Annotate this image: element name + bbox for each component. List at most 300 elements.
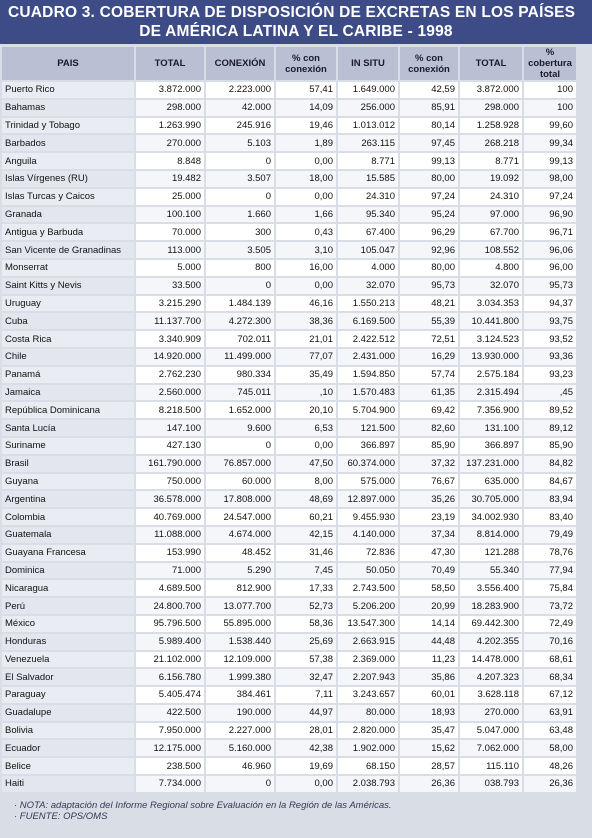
value-cell: 2.762.230 (136, 367, 206, 385)
value-cell: 72,51 (400, 331, 460, 349)
value-cell: 84,67 (524, 474, 578, 492)
value-cell: 55.895.000 (206, 616, 276, 634)
country-cell: Guadalupe (2, 705, 136, 723)
value-cell: 24.310 (460, 189, 524, 207)
table-row (2, 438, 578, 456)
value-cell: 48,21 (400, 296, 460, 314)
country-cell: Costa Rica (2, 331, 136, 349)
value-cell: 702.011 (206, 331, 276, 349)
title-line-2: DE AMÉRICA LATINA Y EL CARIBE - 1998 (139, 23, 453, 40)
country-cell: Monserrat (2, 260, 136, 278)
value-cell: 60.000 (206, 474, 276, 492)
table-row (2, 758, 578, 776)
value-cell: 3.872.000 (136, 82, 206, 100)
table-row (2, 545, 578, 563)
value-cell: 2.207.943 (338, 669, 400, 687)
country-cell: Uruguay (2, 296, 136, 314)
value-cell: 298.000 (460, 100, 524, 118)
coverage-table (2, 47, 578, 794)
value-cell: 100 (524, 100, 578, 118)
value-cell: 33.500 (136, 278, 206, 296)
value-cell: 0 (206, 153, 276, 171)
country-cell: Paraguay (2, 687, 136, 705)
value-cell: 32.070 (338, 278, 400, 296)
value-cell: 96,71 (524, 224, 578, 242)
country-cell: Venezuela (2, 652, 136, 670)
value-cell: 47,30 (400, 545, 460, 563)
value-cell: 13.547.300 (338, 616, 400, 634)
title-line-1: CUADRO 3. COBERTURA DE DISPOSICIÓN DE EXCRETAS EN LOS PAÍSES (8, 4, 576, 21)
value-cell: 72.836 (338, 545, 400, 563)
value-cell: 100.100 (136, 207, 206, 225)
value-cell: 3.243.657 (338, 687, 400, 705)
value-cell: 44,48 (400, 634, 460, 652)
value-cell: 113.000 (136, 242, 206, 260)
value-cell: 42,38 (276, 740, 338, 758)
country-cell: Guatemala (2, 527, 136, 545)
country-cell: Santa Lucía (2, 420, 136, 438)
value-cell: 270.000 (136, 135, 206, 153)
value-cell: 83,40 (524, 509, 578, 527)
value-cell: 48.452 (206, 545, 276, 563)
value-cell: 97.000 (460, 207, 524, 225)
value-cell: 67,12 (524, 687, 578, 705)
value-cell: 14.478.000 (460, 652, 524, 670)
footnotes (14, 800, 392, 822)
table-row (2, 153, 578, 171)
value-cell: 268.218 (460, 135, 524, 153)
country-cell: Puerto Rico (2, 82, 136, 100)
value-cell: 5.704.900 (338, 402, 400, 420)
value-cell: 12.175.000 (136, 740, 206, 758)
table-row (2, 705, 578, 723)
country-cell: Panamá (2, 367, 136, 385)
value-cell: 3.124.523 (460, 331, 524, 349)
value-cell: 7.734.000 (136, 776, 206, 794)
value-cell: 26,36 (400, 776, 460, 794)
country-cell: Perú (2, 598, 136, 616)
value-cell: 1.649.000 (338, 82, 400, 100)
value-cell: 3.215.290 (136, 296, 206, 314)
table-row (2, 189, 578, 207)
value-cell: 14,14 (400, 616, 460, 634)
table-row (2, 652, 578, 670)
value-cell: 19.092 (460, 171, 524, 189)
value-cell: 745.011 (206, 385, 276, 403)
value-cell: 26,36 (524, 776, 578, 794)
value-cell: 57,41 (276, 82, 338, 100)
value-cell: 96,90 (524, 207, 578, 225)
value-cell: 63,91 (524, 705, 578, 723)
value-cell: 67.400 (338, 224, 400, 242)
value-cell: 9.600 (206, 420, 276, 438)
value-cell: 0,43 (276, 224, 338, 242)
value-cell: 20,10 (276, 402, 338, 420)
value-cell: 14.920.000 (136, 349, 206, 367)
value-cell: 4.000 (338, 260, 400, 278)
value-cell: 96,29 (400, 224, 460, 242)
value-cell: 17,33 (276, 580, 338, 598)
value-cell: 24.800.700 (136, 598, 206, 616)
country-cell: República Dominicana (2, 402, 136, 420)
value-cell: 147.100 (136, 420, 206, 438)
value-cell: 89,52 (524, 402, 578, 420)
value-cell: 96,06 (524, 242, 578, 260)
table-row (2, 296, 578, 314)
value-cell: 16,29 (400, 349, 460, 367)
value-cell: 0 (206, 776, 276, 794)
value-cell: 4.674.000 (206, 527, 276, 545)
table-row (2, 456, 578, 474)
country-cell: Suriname (2, 438, 136, 456)
value-cell: 4.202.355 (460, 634, 524, 652)
value-cell: 97,24 (524, 189, 578, 207)
value-cell: 98,00 (524, 171, 578, 189)
source-text: · FUENTE: OPS/OMS (14, 811, 108, 822)
value-cell: 575.000 (338, 474, 400, 492)
value-cell: 24.547.000 (206, 509, 276, 527)
value-cell: 28,01 (276, 723, 338, 741)
country-cell: Nicaragua (2, 580, 136, 598)
value-cell: 2.227.000 (206, 723, 276, 741)
value-cell: 635.000 (460, 474, 524, 492)
table-row (2, 385, 578, 403)
value-cell: 1.902.000 (338, 740, 400, 758)
value-cell: 263.115 (338, 135, 400, 153)
table-row (2, 118, 578, 136)
table-row (2, 580, 578, 598)
header-pct-conexion: % con conexión (276, 47, 338, 82)
table-row (2, 616, 578, 634)
table-row (2, 527, 578, 545)
value-cell: 1.652.000 (206, 402, 276, 420)
value-cell: 1.999.380 (206, 669, 276, 687)
value-cell: 42,15 (276, 527, 338, 545)
value-cell: 300 (206, 224, 276, 242)
country-cell: Islas Turcas y Caicos (2, 189, 136, 207)
value-cell: 19,46 (276, 118, 338, 136)
header-total: TOTAL (136, 47, 206, 82)
table-row (2, 740, 578, 758)
value-cell: 1.258.928 (460, 118, 524, 136)
value-cell: 5.000 (136, 260, 206, 278)
value-cell: 3.505 (206, 242, 276, 260)
value-cell: 95,73 (400, 278, 460, 296)
table-row (2, 402, 578, 420)
header-pais: PAIS (2, 47, 136, 82)
value-cell: 2.315.494 (460, 385, 524, 403)
value-cell: 7.356.900 (460, 402, 524, 420)
country-cell: Guyana (2, 474, 136, 492)
value-cell: 15,62 (400, 740, 460, 758)
value-cell: 7,45 (276, 563, 338, 581)
country-cell: Argentina (2, 491, 136, 509)
value-cell: 82,60 (400, 420, 460, 438)
value-cell: 85,90 (524, 438, 578, 456)
value-cell: 58,00 (524, 740, 578, 758)
value-cell: 0,00 (276, 776, 338, 794)
value-cell: 1.550.213 (338, 296, 400, 314)
value-cell: 70,49 (400, 563, 460, 581)
value-cell: 11.088.000 (136, 527, 206, 545)
value-cell: 99,13 (400, 153, 460, 171)
value-cell: 0 (206, 438, 276, 456)
value-cell: 34.002.930 (460, 509, 524, 527)
country-cell: Anguila (2, 153, 136, 171)
country-cell: Bahamas (2, 100, 136, 118)
value-cell: 55,39 (400, 313, 460, 331)
value-cell: 750.000 (136, 474, 206, 492)
value-cell: 366.897 (338, 438, 400, 456)
value-cell: 83,94 (524, 491, 578, 509)
value-cell: 60.374.000 (338, 456, 400, 474)
country-cell: Islas Vírgenes (RU) (2, 171, 136, 189)
value-cell: 1.013.012 (338, 118, 400, 136)
value-cell: 93,36 (524, 349, 578, 367)
value-cell: 427.130 (136, 438, 206, 456)
value-cell: 99,34 (524, 135, 578, 153)
country-cell: Belice (2, 758, 136, 776)
value-cell: 21.102.000 (136, 652, 206, 670)
value-cell: 93,75 (524, 313, 578, 331)
table-row (2, 776, 578, 794)
value-cell: 7,11 (276, 687, 338, 705)
table-row (2, 509, 578, 527)
value-cell: 68,34 (524, 669, 578, 687)
value-cell: 13.077.700 (206, 598, 276, 616)
value-cell: 20,99 (400, 598, 460, 616)
value-cell: 57,74 (400, 367, 460, 385)
value-cell: 2.369.000 (338, 652, 400, 670)
value-cell: 3.628.118 (460, 687, 524, 705)
value-cell: 137.231.000 (460, 456, 524, 474)
value-cell: 84,82 (524, 456, 578, 474)
value-cell: 18,93 (400, 705, 460, 723)
value-cell: 1.538.440 (206, 634, 276, 652)
value-cell: 40.769.000 (136, 509, 206, 527)
value-cell: 5.405.474 (136, 687, 206, 705)
value-cell: 8.848 (136, 153, 206, 171)
value-cell: 73,72 (524, 598, 578, 616)
value-cell: 68,61 (524, 652, 578, 670)
value-cell: 42,59 (400, 82, 460, 100)
value-cell: 92,96 (400, 242, 460, 260)
country-cell: Antigua y Barbuda (2, 224, 136, 242)
value-cell: 42.000 (206, 100, 276, 118)
value-cell: 812.900 (206, 580, 276, 598)
value-cell: 13.930.000 (460, 349, 524, 367)
value-cell: 384.461 (206, 687, 276, 705)
table-row (2, 349, 578, 367)
value-cell: 97,45 (400, 135, 460, 153)
value-cell: 4.207.323 (460, 669, 524, 687)
value-cell: 18.283.900 (460, 598, 524, 616)
header-in-situ: IN SITU (338, 47, 400, 82)
value-cell: 0,00 (276, 189, 338, 207)
value-cell: 298.000 (136, 100, 206, 118)
country-cell: Saint Kitts y Nevis (2, 278, 136, 296)
value-cell: 0 (206, 189, 276, 207)
value-cell: 10.441.800 (460, 313, 524, 331)
value-cell: 1.570.483 (338, 385, 400, 403)
value-cell: 76,67 (400, 474, 460, 492)
value-cell: 46.960 (206, 758, 276, 776)
value-cell: 77,94 (524, 563, 578, 581)
header-total-2: TOTAL (460, 47, 524, 82)
value-cell: 3.872.000 (460, 82, 524, 100)
value-cell: 2.422.512 (338, 331, 400, 349)
value-cell: 25.000 (136, 189, 206, 207)
value-cell: 153.990 (136, 545, 206, 563)
value-cell: 2.820.000 (338, 723, 400, 741)
table-row (2, 135, 578, 153)
value-cell: 2.663.915 (338, 634, 400, 652)
value-cell: 245.916 (206, 118, 276, 136)
value-cell: 76.857.000 (206, 456, 276, 474)
value-cell: 366.897 (460, 438, 524, 456)
value-cell: 60,21 (276, 509, 338, 527)
table-row (2, 723, 578, 741)
value-cell: 5.290 (206, 563, 276, 581)
value-cell: 11,23 (400, 652, 460, 670)
value-cell: 57,38 (276, 652, 338, 670)
table-row (2, 82, 578, 100)
country-cell: Bolivia (2, 723, 136, 741)
value-cell: 9.455.930 (338, 509, 400, 527)
value-cell: 3.340.909 (136, 331, 206, 349)
value-cell: 19,69 (276, 758, 338, 776)
value-cell: 93,23 (524, 367, 578, 385)
value-cell: 31,46 (276, 545, 338, 563)
value-cell: 1.660 (206, 207, 276, 225)
country-cell: Granada (2, 207, 136, 225)
value-cell: 18,00 (276, 171, 338, 189)
value-cell: 2.743.500 (338, 580, 400, 598)
value-cell: 0,00 (276, 438, 338, 456)
value-cell: 4.800 (460, 260, 524, 278)
table-row (2, 420, 578, 438)
value-cell: 95,24 (400, 207, 460, 225)
value-cell: 95,73 (524, 278, 578, 296)
value-cell: 2.431.000 (338, 349, 400, 367)
value-cell: 2.223.000 (206, 82, 276, 100)
table-row (2, 598, 578, 616)
value-cell: 19.482 (136, 171, 206, 189)
value-cell: 28,57 (400, 758, 460, 776)
value-cell: 37,32 (400, 456, 460, 474)
country-cell: Honduras (2, 634, 136, 652)
value-cell: 0,00 (276, 278, 338, 296)
value-cell: 58,36 (276, 616, 338, 634)
value-cell: 038.793 (460, 776, 524, 794)
value-cell: 0,00 (276, 153, 338, 171)
value-cell: 238.500 (136, 758, 206, 776)
value-cell: 2.575.184 (460, 367, 524, 385)
value-cell: 4.140.000 (338, 527, 400, 545)
value-cell: 79,49 (524, 527, 578, 545)
header-row (2, 47, 578, 82)
value-cell: 52,73 (276, 598, 338, 616)
country-cell: Brasil (2, 456, 136, 474)
value-cell: 5.103 (206, 135, 276, 153)
value-cell: 5.989.400 (136, 634, 206, 652)
value-cell: 115.110 (460, 758, 524, 776)
value-cell: 97,24 (400, 189, 460, 207)
value-cell: 8.814.000 (460, 527, 524, 545)
value-cell: ,10 (276, 385, 338, 403)
value-cell: 44,97 (276, 705, 338, 723)
value-cell: 422.500 (136, 705, 206, 723)
value-cell: 80,00 (400, 171, 460, 189)
value-cell: 35,47 (400, 723, 460, 741)
value-cell: 1.484.139 (206, 296, 276, 314)
value-cell: 980.334 (206, 367, 276, 385)
table-row (2, 563, 578, 581)
value-cell: 46,16 (276, 296, 338, 314)
table-row (2, 669, 578, 687)
table-row (2, 207, 578, 225)
value-cell: 256.000 (338, 100, 400, 118)
value-cell: 190.000 (206, 705, 276, 723)
value-cell: 12.897.000 (338, 491, 400, 509)
value-cell: 85,91 (400, 100, 460, 118)
value-cell: 11.499.000 (206, 349, 276, 367)
value-cell: 89,12 (524, 420, 578, 438)
value-cell: 96,00 (524, 260, 578, 278)
value-cell: 7.950.000 (136, 723, 206, 741)
value-cell: 60,01 (400, 687, 460, 705)
value-cell: 48,69 (276, 491, 338, 509)
value-cell: 61,35 (400, 385, 460, 403)
value-cell: 8,00 (276, 474, 338, 492)
value-cell: 1,66 (276, 207, 338, 225)
header-pct-cobertura: % cobertura total (524, 47, 578, 82)
value-cell: 8.218.500 (136, 402, 206, 420)
table-row (2, 171, 578, 189)
value-cell: 23,19 (400, 509, 460, 527)
value-cell: 25,69 (276, 634, 338, 652)
value-cell: 7.062.000 (460, 740, 524, 758)
value-cell: 270.000 (460, 705, 524, 723)
value-cell: 32,47 (276, 669, 338, 687)
header-pct-conexion-2: % con conexión (400, 47, 460, 82)
country-cell: Trinidad y Tobago (2, 118, 136, 136)
value-cell: 161.790.000 (136, 456, 206, 474)
country-cell: Guayana Francesa (2, 545, 136, 563)
value-cell: 99,60 (524, 118, 578, 136)
country-cell: Colombia (2, 509, 136, 527)
table-row (2, 634, 578, 652)
value-cell: 75,84 (524, 580, 578, 598)
country-cell: Barbados (2, 135, 136, 153)
value-cell: 50.050 (338, 563, 400, 581)
table-row (2, 331, 578, 349)
value-cell: 15.585 (338, 171, 400, 189)
value-cell: 80,00 (400, 260, 460, 278)
value-cell: 35,49 (276, 367, 338, 385)
value-cell: 99,13 (524, 153, 578, 171)
value-cell: 30.705.000 (460, 491, 524, 509)
table-title (0, 0, 592, 44)
value-cell: 85,90 (400, 438, 460, 456)
value-cell: 105.047 (338, 242, 400, 260)
table-row (2, 687, 578, 705)
value-cell: 8.771 (460, 153, 524, 171)
value-cell: 47,50 (276, 456, 338, 474)
value-cell: 6.169.500 (338, 313, 400, 331)
value-cell: 1.263.990 (136, 118, 206, 136)
table-row (2, 100, 578, 118)
